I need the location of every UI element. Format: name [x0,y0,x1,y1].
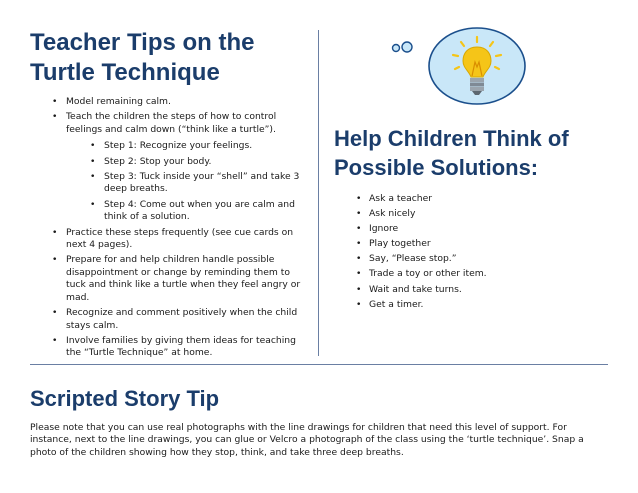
solution-item: • Ask nicely [352,208,602,220]
teacher-tips-title [30,28,255,88]
step-item: • Step 2: Stop your body. [66,156,306,168]
solution-item: • Play together [352,238,602,250]
scripted-story-text: Please note that you can use real photographs with the line drawings for children that need this level of support. For instance, next to the line drawings, you can glue or Velcro a photograph of the class using the ‘turtle technique’. Snap a photo of the children showing how they stop, think, and take three deep breaths. [30,422,584,458]
solutions-list [352,193,602,314]
solution-item: • Wait and take turns. [352,284,602,296]
tip-item-with-steps [50,111,306,223]
solutions-title-line1: Help Children Think of [334,126,569,151]
solution-item: • Say, “Please stop.” [352,253,602,265]
step-item: • Step 1: Recognize your feelings. [66,140,306,152]
solution-item: • Ignore [352,223,602,235]
tip-item-text: Teach the children the steps of how to control feelings and calm down (“think like a turtle”). [66,111,277,135]
teacher-tips-list [50,96,306,363]
vertical-divider [318,30,319,356]
turtle-steps-list [66,140,306,223]
solutions-title [334,124,569,182]
tip-item: • Practice these steps frequently (see cue cards on next 4 pages). [50,227,306,252]
scripted-story-title: Scripted Story Tip [30,386,220,411]
teacher-tips-title-line2: Turtle Technique [30,59,220,86]
tip-item: • Recognize and comment positively when the child stays calm. [50,307,306,332]
tip-item: • Involve families by giving them ideas for teaching the “Turtle Technique” at home. [50,335,306,360]
step-item: • Step 3: Tuck inside your “shell” and take 3 deep breaths. [66,171,306,196]
horizontal-divider [30,364,608,365]
teacher-tips-title-line1: Teacher Tips on the [30,29,255,56]
tip-item: • Prepare for and help children handle possible disappointment or change by reminding them to tuck and think like a turtle when they feel angry or mad. [50,254,306,304]
solution-item: • Get a timer. [352,299,602,311]
thought-bubble-lightbulb-icon [390,20,540,112]
step-item: • Step 4: Come out when you are calm and think of a solution. [66,199,306,224]
tip-item: • Model remaining calm. [50,96,306,108]
solutions-title-line2: Possible Solutions: [334,155,539,180]
solution-item: • Ask a teacher [352,193,602,205]
solution-item: • Trade a toy or other item. [352,268,602,280]
